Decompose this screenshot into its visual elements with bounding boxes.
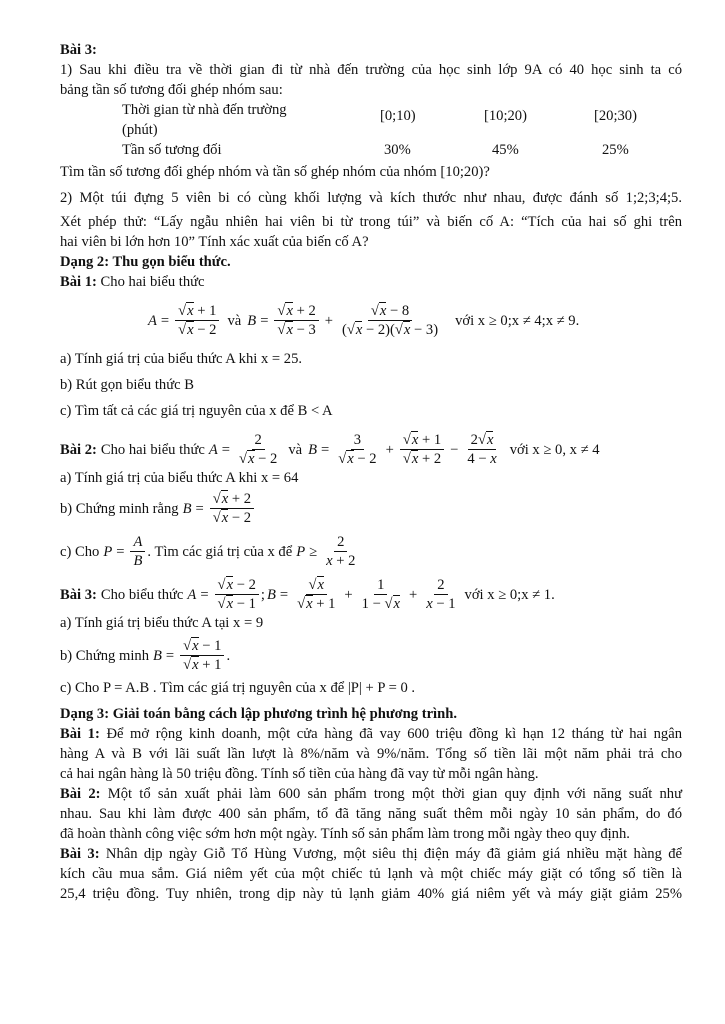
paragraph-line: cả hai ngân hàng là 50 triệu đồng. Tính số tiền của hàng đã vay từ mỗi ngân hàng. bbox=[60, 766, 539, 782]
table-interval: [20;30) bbox=[594, 108, 637, 124]
formula-condition: với x ≥ 0;x ≠ 4;x ≠ 9. bbox=[455, 312, 580, 329]
table-freq: 30% bbox=[384, 142, 411, 158]
question-a: a) Tính giá trị biểu thức A tại x = 9 bbox=[60, 615, 264, 631]
table-interval: [0;10) bbox=[380, 108, 416, 124]
table-interval: [10;20) bbox=[484, 108, 527, 124]
problem-line bbox=[60, 272, 682, 292]
document-page bbox=[60, 40, 682, 904]
problem-text: Cho hai biểu thức bbox=[100, 441, 205, 458]
table-row1-label-unit: (phút) bbox=[122, 122, 158, 138]
paragraph-line: kích cầu mua sắm. Giá niêm yết của một chiếc tủ lạnh và một chiếc máy giặt có tổng số tiền là bbox=[60, 866, 682, 882]
question-b: b) Chứng minh B = $\frac{√x - 1}{√x + 1}$ . bbox=[60, 638, 231, 673]
section-heading-dang2: Dạng 2: Thu gọn biểu thức. bbox=[60, 254, 231, 270]
table-freq: 45% bbox=[492, 142, 519, 158]
question-c: c) Cho P = $\frac{A}{B}$ . Tìm các giá trị của x để P ≥ $\frac{2}{x + 2}$ bbox=[60, 534, 356, 569]
table-row1-label: Thời gian từ nhà đến trường bbox=[122, 102, 287, 118]
paragraph-line: Tìm tần số tương đối ghép nhóm và tần số ghép nhóm của nhóm [10;20)? bbox=[60, 164, 490, 180]
paragraph-line: hàng A và B với lãi suất lần lượt là 8%/năm và 9%/năm. Tổng số tiền lãi một năm phải trả cho bbox=[60, 746, 682, 762]
problem-label: Bài 1: bbox=[60, 274, 97, 290]
paragraph-line: bảng tần số tương đối ghép nhóm sau: bbox=[60, 82, 283, 98]
formula-d2b2: Bài 2: Cho hai biểu thức A = $\frac{2}{√x - 2}$ và B = $\frac{3}{√x - 2}$ + $\frac{√x + 1}{√x + 2}$ − $\frac{2√x}{4 - x}$ với x ≥ 0, x ≠ 4 bbox=[60, 432, 600, 467]
table-row2-label: Tần số tương đối bbox=[122, 142, 222, 158]
paragraph-line: nhau. Sau khi làm được 400 sản phẩm, tổ đã tăng năng suất thêm mỗi ngày 10 sản phẩm, do đó bbox=[60, 806, 682, 822]
table-freq: 25% bbox=[602, 142, 629, 158]
question-b: b) Rút gọn biểu thức B bbox=[60, 377, 194, 393]
paragraph-line: Bài 1: Để mở rộng kinh doanh, một cửa hàng đã vay 600 triệu đồng kì hạn 12 tháng từ hai ngân bbox=[60, 726, 682, 742]
paragraph-line: Bài 2: Một tổ sản xuất phải làm 600 sản phẩm trong một thời gian quy định với năng suất như bbox=[60, 786, 682, 802]
section-title-bai3: Bài 3: bbox=[60, 42, 97, 58]
formula-d2b1: A = $\frac{√x + 1}{√x - 2}$ và B = $\frac{√x + 2}{√x - 3}$ + $\frac{√x - 8}{(√x - 2)(√x - 3)}$ với x ≥ 0;x ≠ 4;x ≠ 9. bbox=[148, 303, 580, 338]
frequency-table bbox=[122, 100, 682, 160]
problem-text: Cho biểu thức bbox=[100, 586, 184, 603]
question-a: a) Tính giá trị của biểu thức A khi x = 64 bbox=[60, 470, 299, 486]
question-a: a) Tính giá trị của biểu thức A khi x = 25. bbox=[60, 351, 303, 367]
question-c: c) Cho P = A.B . Tìm các giá trị nguyên của x để |P| + P = 0 . bbox=[60, 680, 416, 696]
paragraph-line: 25,4 triệu đồng. Tuy nhiên, trong dịp này tủ lạnh giảm 40% giá niêm yết và máy giặt giảm 25% bbox=[60, 886, 682, 902]
formula-condition: với x ≥ 0, x ≠ 4 bbox=[509, 441, 600, 458]
formula-d2b3: Bài 3: Cho biểu thức A = $\frac{√x - 2}{√x - 1}$ ; B = $\frac{√x}{√x + 1}$ + $\frac{1}{1 - √x}$ + $\frac{2}{x - 1}$ với x ≥ 0;x ≠ 1. bbox=[60, 577, 555, 612]
formula-condition: với x ≥ 0;x ≠ 1. bbox=[464, 586, 555, 603]
question-b: b) Chứng minh rằng B = $\frac{√x + 2}{√x - 2}$ bbox=[60, 490, 682, 527]
section-heading-dang3: Dạng 3: Giải toán bằng cách lập phương trình hệ phương trình. bbox=[60, 706, 457, 722]
paragraph-line: Bài 3: Nhân dịp ngày Giỗ Tổ Hùng Vương, một siêu thị điện máy đã giảm giá nhiều mặt hàng để bbox=[60, 846, 683, 862]
problem-text: Cho hai biểu thức bbox=[100, 274, 205, 290]
paragraph-line: 2) Một túi đựng 5 viên bi có cùng khối lượng và kích thước như nhau, được đánh số 1;2;3;4;5. bbox=[60, 190, 682, 206]
problem-label: Bài 3: bbox=[60, 586, 97, 603]
paragraph-line: hai viên bi lớn hơn 10” Tính xác xuất của biến cố A? bbox=[60, 234, 369, 250]
paragraph-line: đã hoàn thành công việc sớm hơn một ngày. Tính số sản phẩm làm trong mỗi ngày theo quy định. bbox=[60, 826, 630, 842]
question-c: c) Tìm tất cả các giá trị nguyên của x để B < A bbox=[60, 403, 333, 419]
paragraph-line: 1) Sau khi điều tra về thời gian đi từ nhà đến trường của học sinh lớp 9A có 40 học sinh ta có bbox=[60, 62, 682, 78]
problem-label: Bài 2: bbox=[60, 441, 97, 458]
paragraph-line: Xét phép thử: “Lấy ngẫu nhiên hai viên bi từ trong túi” và biến cố A: “Tích của hai số ghi trên bbox=[60, 214, 682, 230]
